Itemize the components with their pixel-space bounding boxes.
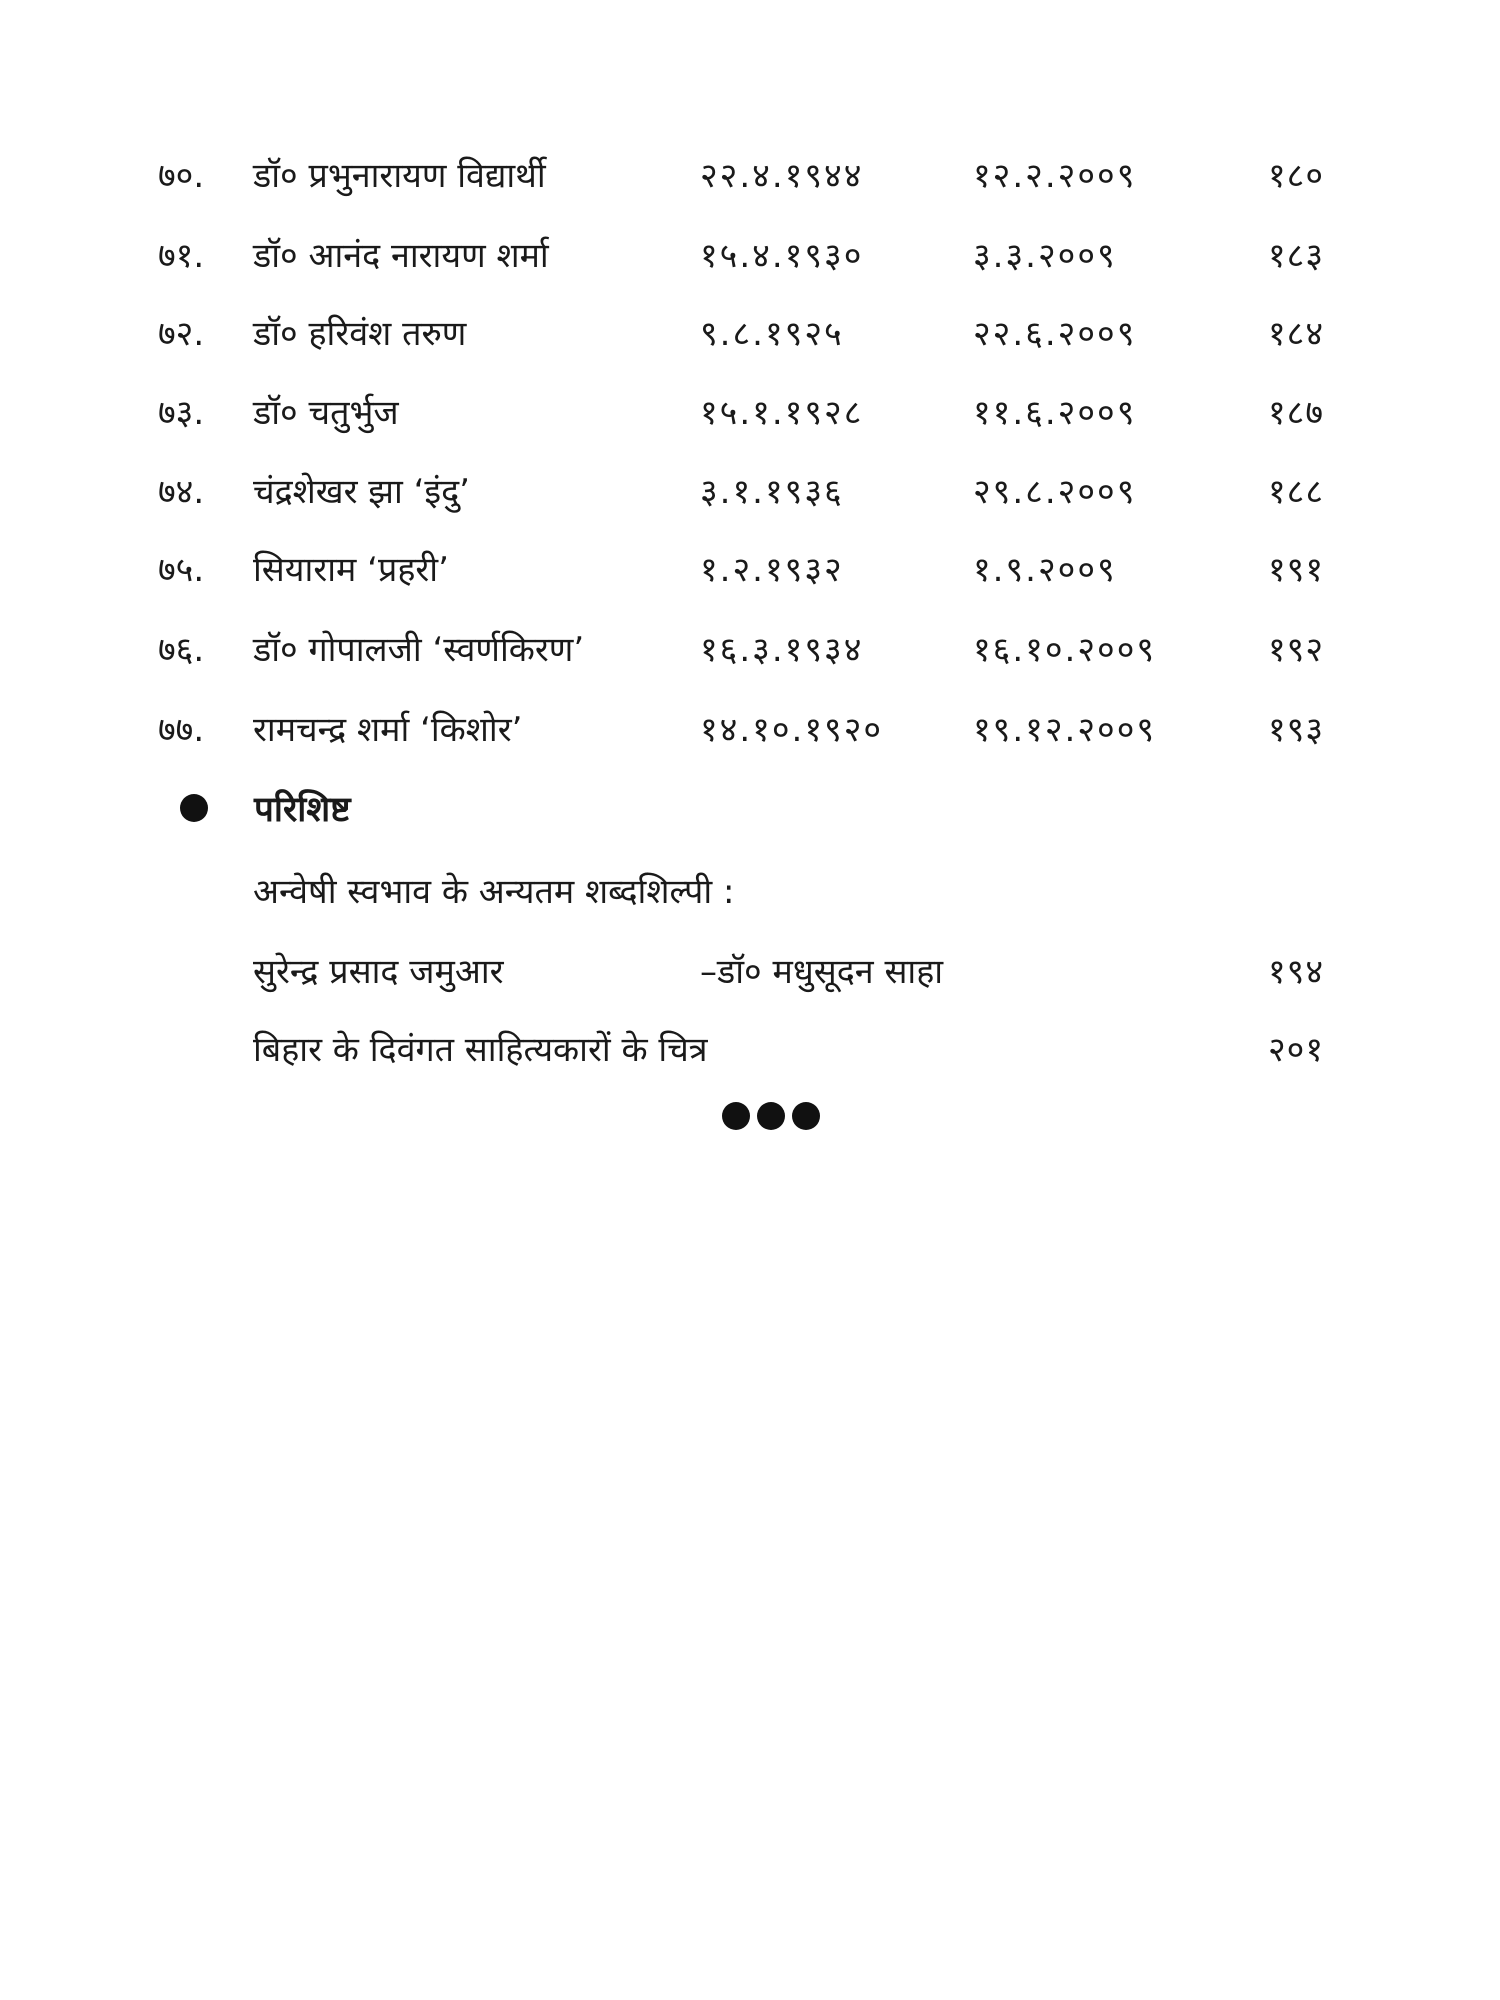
entry-page-number: १८३ — [1268, 236, 1325, 276]
entry-row — [0, 383, 1500, 443]
appendix-intro — [0, 862, 1500, 922]
entry-birth-date: १५.४.१९३० — [700, 236, 864, 276]
entry-death-date: १९.१२.२००९ — [973, 710, 1157, 750]
dot-icon — [722, 1102, 750, 1130]
entry-birth-date: १६.३.१९३४ — [700, 630, 864, 670]
entry-number: ७३. — [158, 393, 205, 433]
entry-page-number: १८७ — [1268, 393, 1325, 433]
entry-death-date: १६.१०.२००९ — [973, 630, 1157, 670]
entry-name: डॉ० गोपालजी ‘स्वर्णकिरण’ — [253, 630, 585, 670]
entry-page-number: १८० — [1268, 156, 1325, 196]
entry-row — [0, 540, 1500, 600]
entry-birth-date: २२.४.१९४४ — [700, 156, 864, 196]
entry-name: डॉ० प्रभुनारायण विद्यार्थी — [253, 156, 546, 196]
appendix-item — [0, 942, 1500, 1002]
appendix-item — [0, 1020, 1500, 1080]
entry-death-date: ३.३.२००९ — [973, 236, 1117, 276]
appendix-item-title: सुरेन्द्र प्रसाद जमुआर — [253, 952, 504, 992]
entry-number: ७०. — [158, 156, 205, 196]
entry-number: ७२. — [158, 314, 205, 354]
dot-icon — [792, 1102, 820, 1130]
entry-number: ७६. — [158, 630, 205, 670]
appendix-item-author: –डॉ० मधुसूदन साहा — [700, 952, 944, 992]
entry-name: चंद्रशेखर झा ‘इंदु’ — [253, 472, 470, 512]
entry-number: ७१. — [158, 236, 205, 276]
entry-row — [0, 226, 1500, 286]
entry-birth-date: १४.१०.१९२० — [700, 710, 884, 750]
entry-death-date: ११.६.२००९ — [973, 393, 1137, 433]
entry-number: ७५. — [158, 550, 205, 590]
entry-name: डॉ० हरिवंश तरुण — [253, 314, 467, 354]
entry-row — [0, 146, 1500, 206]
entry-row — [0, 462, 1500, 522]
entry-row — [0, 700, 1500, 760]
entry-page-number: १९२ — [1268, 630, 1325, 670]
end-ornament — [722, 1102, 827, 1132]
appendix-heading-text: परिशिष्ट — [254, 790, 351, 830]
entry-death-date: १२.२.२००९ — [973, 156, 1137, 196]
bullet-icon — [180, 794, 208, 822]
entry-birth-date: १.२.१९३२ — [700, 550, 844, 590]
entry-page-number: १८८ — [1268, 472, 1325, 512]
entry-page-number: १८४ — [1268, 314, 1325, 354]
entry-birth-date: ९.८.१९२५ — [700, 314, 844, 354]
entry-name: सियाराम ‘प्रहरी’ — [253, 550, 449, 590]
entry-death-date: १.९.२००९ — [973, 550, 1117, 590]
entry-row — [0, 304, 1500, 364]
entry-birth-date: ३.१.१९३६ — [700, 472, 844, 512]
entry-number: ७७. — [158, 710, 205, 750]
entry-death-date: २९.८.२००९ — [973, 472, 1137, 512]
entry-row — [0, 620, 1500, 680]
appendix-item-page: २०१ — [1268, 1030, 1325, 1070]
entry-death-date: २२.६.२००९ — [973, 314, 1137, 354]
entry-birth-date: १५.१.१९२८ — [700, 393, 864, 433]
dot-icon — [757, 1102, 785, 1130]
appendix-heading — [180, 780, 351, 840]
entry-name: डॉ० आनंद नारायण शर्मा — [253, 236, 549, 276]
entry-number: ७४. — [158, 472, 205, 512]
entry-name: डॉ० चतुर्भुज — [253, 393, 399, 433]
appendix-item-page: १९४ — [1268, 952, 1325, 992]
entry-page-number: १९१ — [1268, 550, 1325, 590]
appendix-intro-text: अन्वेषी स्वभाव के अन्यतम शब्दशिल्पी : — [253, 872, 735, 912]
appendix-item-title: बिहार के दिवंगत साहित्यकारों के चित्र — [253, 1030, 708, 1070]
entry-page-number: १९३ — [1268, 710, 1325, 750]
entry-name: रामचन्द्र शर्मा ‘किशोर’ — [253, 710, 523, 750]
